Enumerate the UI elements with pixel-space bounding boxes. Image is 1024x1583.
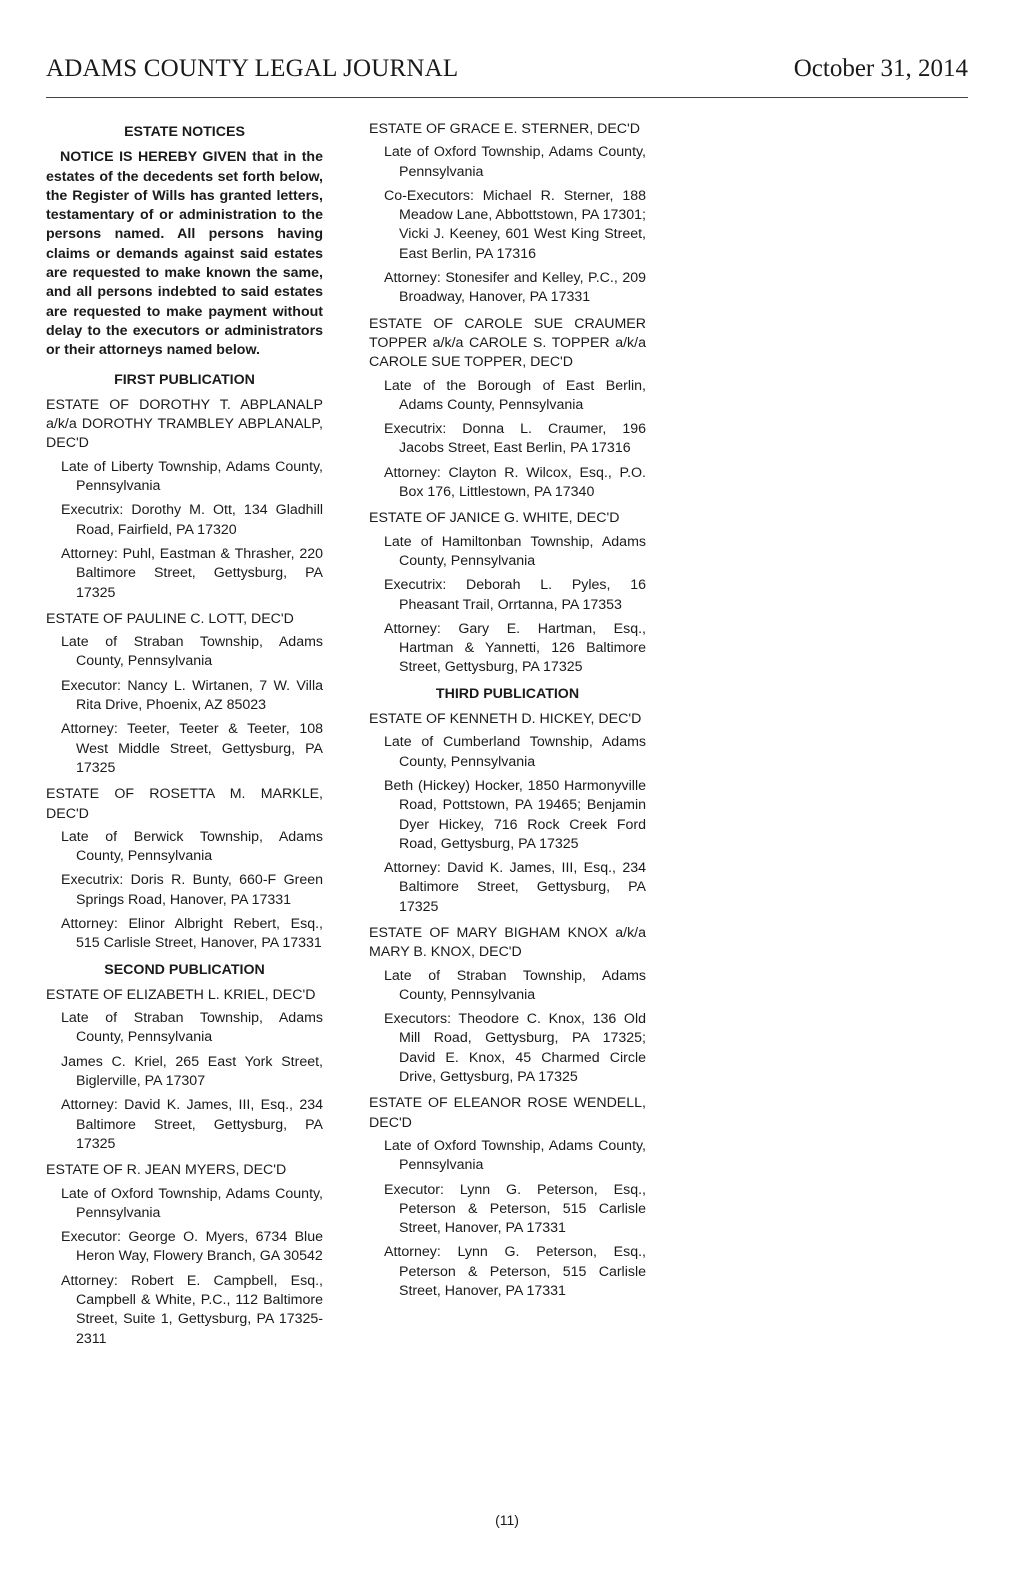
first-publication-list [46,396,323,954]
estate-detail-line: Late of Oxford Township, Adams County, Pennsylvania [384,1137,646,1174]
estate-detail-line: Attorney: Gary E. Hartman, Esq., Hartman & Yannetti, 126 Baltimore Street, Gettysburg, PA 17325 [384,620,646,676]
estate-detail-line: Attorney: David K. James, III, Esq., 234 Baltimore Street, Gettysburg, PA 17325 [384,860,646,915]
estate-detail-line: Late of Berwick Township, Adams County, Pennsylvania [61,828,323,865]
estate-detail-line: Late of Cumberland Township, Adams County, Pennsylvania [384,734,646,770]
estate-entry [369,315,646,503]
estate-entry [46,785,323,953]
estate-detail-line: Executrix: Donna L. Craumer, 196 Jacobs Street, East Berlin, PA 17316 [384,421,646,457]
notice-intro: NOTICE IS HEREBY GIVEN that in the estates of the decedents set forth below, the Register of Wills has granted letters, testamentary of or administration to the persons named. All persons having claims or demands against said estates are requested to make known the same, and all persons indebted to said estates are requested to make payment without delay to the executors or administrators or their attorneys named below. [46,149,323,359]
notices-title: ESTATE NOTICES [124,124,245,140]
estate-detail-line: Executor: Nancy L. Wirtanen, 7 W. Villa Rita Drive, Phoenix, AZ 85023 [61,677,323,714]
estate-detail-line: Executor: George O. Myers, 6734 Blue Heron Way, Flowery Branch, GA 30542 [61,1229,323,1265]
estate-detail-line: Co-Executors: Michael R. Sterner, 188 Meadow Lane, Abbottstown, PA 17301; Vicki J. Keeney, 601 West King Street, East Berlin, PA 17316 [384,187,646,262]
estate-detail-line: James C. Kriel, 265 East York Street, Biglerville, PA 17307 [61,1053,323,1090]
third-publication-title: THIRD PUBLICATION [435,685,580,702]
estate-detail-line: Attorney: Elinor Albright Rebert, Esq., 515 Carlisle Street, Hanover, PA 17331 [61,915,323,952]
page-header [46,55,968,95]
right-column [369,120,646,1308]
first-publication-title: FIRST PUBLICATION [114,371,255,388]
estate-detail-line: Executors: Theodore C. Knox, 136 Old Mill Road, Gettysburg, PA 17325; David E. Knox, 45 Charmed Circle Drive, Gettysburg, PA 17325 [384,1011,646,1086]
estate-name: ESTATE OF DOROTHY T. ABPLANALP a/k/a DOROTHY TRAMBLEY ABPLANALP, DEC'D [46,396,323,452]
estate-detail-line: Executrix: Dorothy M. Ott, 134 Gladhill Road, Fairfield, PA 17320 [61,502,323,538]
estate-entry [369,1094,646,1301]
second-publication-continued-list [369,120,646,678]
estate-name: ESTATE OF CAROLE SUE CRAUMER TOPPER a/k/a CAROLE S. TOPPER a/k/a CAROLE SUE TOPPER, DEC'D [369,315,646,371]
estate-detail-line: Attorney: Teeter, Teeter & Teeter, 108 West Middle Street, Gettysburg, PA 17325 [61,721,323,776]
estate-entry [46,1161,323,1349]
estate-detail-line: Beth (Hickey) Hocker, 1850 Harmonyville Road, Pottstown, PA 19465; Benjamin Dyer Hickey, 716 Rock Creek Ford Road, Gettysburg, PA 17325 [384,777,646,852]
estate-detail-line: Attorney: Robert E. Campbell, Esq., Campbell & White, P.C., 112 Baltimore Street, Suite 1, Gettysburg, PA 17325-2311 [61,1272,323,1347]
estate-detail-line: Executrix: Deborah L. Pyles, 16 Pheasant Trail, Orrtanna, PA 17353 [384,577,646,613]
estate-detail-line: Late of Oxford Township, Adams County, Pennsylvania [384,144,646,180]
estate-name: ESTATE OF JANICE G. WHITE, DEC'D [369,510,620,527]
estate-name: ESTATE OF ROSETTA M. MARKLE, DEC'D [46,786,323,822]
estate-entry [46,396,323,603]
estate-detail-line: Late of the Borough of East Berlin, Adams County, Pennsylvania [384,377,646,413]
estate-name: ESTATE OF ELEANOR ROSE WENDELL, DEC'D [369,1095,646,1131]
journal-title: ADAMS COUNTY LEGAL JOURNAL [46,55,459,82]
estate-name: ESTATE OF GRACE E. STERNER, DEC'D [369,121,640,137]
estate-detail-line: Attorney: Puhl, Eastman & Thrasher, 220 Baltimore Street, Gettysburg, PA 17325 [61,545,323,601]
estate-detail-line: Late of Straban Township, Adams County, Pennsylvania [384,967,646,1003]
estate-detail-line: Attorney: Clayton R. Wilcox, Esq., P.O. Box 176, Littlestown, PA 17340 [384,464,646,501]
estate-detail-line: Executrix: Doris R. Bunty, 660-F Green Springs Road, Hanover, PA 17331 [61,872,323,908]
third-publication-list [369,710,646,1301]
estate-name: ESTATE OF MARY BIGHAM KNOX a/k/a MARY B. KNOX, DEC'D [369,924,646,961]
estate-detail-line: Late of Oxford Township, Adams County, Pennsylvania [61,1185,323,1221]
estate-detail-line: Attorney: Lynn G. Peterson, Esq., Peterson & Peterson, 515 Carlisle Street, Hanover, PA 17331 [384,1244,646,1300]
estate-detail-line: Executor: Lynn G. Peterson, Esq., Peterson & Peterson, 515 Carlisle Street, Hanover, PA 17331 [384,1181,646,1237]
estate-entry [46,986,323,1154]
page-number: (11) [495,1512,519,1528]
issue-date: October 31, 2014 [793,55,968,82]
left-column [46,120,323,1356]
estate-name: ESTATE OF R. JEAN MYERS, DEC'D [46,1162,287,1179]
estate-name: ESTATE OF ELIZABETH L. KRIEL, DEC'D [46,986,316,1003]
estate-entry [46,610,323,778]
estate-detail-line: Late of Liberty Township, Adams County, Pennsylvania [61,458,323,495]
estate-name: ESTATE OF KENNETH D. HICKEY, DEC'D [369,711,642,728]
second-publication-title: SECOND PUBLICATION [104,961,265,978]
estate-detail-line: Attorney: Stonesifer and Kelley, P.C., 209 Broadway, Hanover, PA 17331 [384,270,646,306]
estate-detail-line: Late of Hamiltonban Township, Adams County, Pennsylvania [384,533,646,569]
estate-entry [369,120,646,308]
estate-detail-line: Attorney: David K. James, III, Esq., 234 Baltimore Street, Gettysburg, PA 17325 [61,1097,323,1152]
estate-entry [369,710,646,917]
estate-detail-line: Late of Straban Township, Adams County, Pennsylvania [61,1010,323,1046]
header-rule [46,97,968,98]
second-publication-list [46,986,323,1349]
estate-detail-line: Late of Straban Township, Adams County, Pennsylvania [61,634,323,670]
estate-entry [369,509,646,677]
estate-name: ESTATE OF PAULINE C. LOTT, DEC'D [46,610,294,627]
estate-entry [369,924,646,1087]
